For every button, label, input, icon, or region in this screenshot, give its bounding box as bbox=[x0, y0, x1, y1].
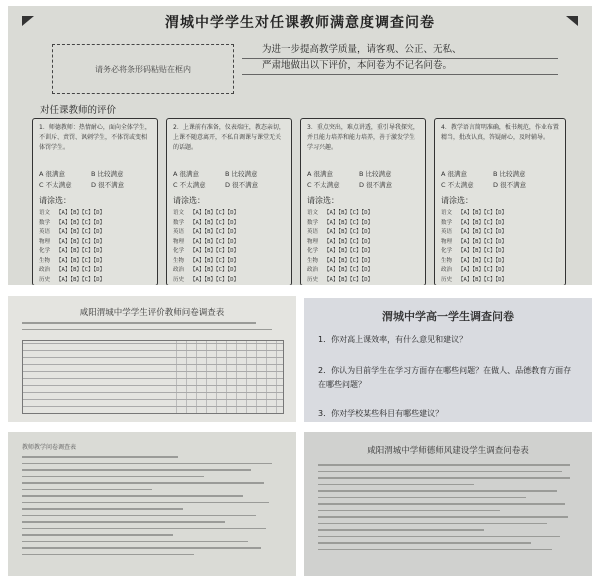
option: B 比较满意 bbox=[359, 170, 392, 178]
answer-marks[interactable]: 【A】【B】【C】【D】 bbox=[190, 219, 240, 226]
subject-row[interactable] bbox=[39, 276, 151, 286]
option: B 比较满意 bbox=[493, 170, 526, 178]
subject-row[interactable] bbox=[173, 209, 285, 219]
answer-marks[interactable]: 【A】【B】【C】【D】 bbox=[190, 257, 240, 264]
photo-title: 咸阳渭城中学学生评价教师问卷调查表 bbox=[79, 308, 225, 318]
subject-name: 政治 bbox=[307, 267, 319, 273]
answer-marks[interactable]: 【A】【B】【C】【D】 bbox=[56, 276, 106, 283]
subject-name: 化学 bbox=[173, 248, 185, 254]
subject-name: 数学 bbox=[173, 219, 185, 226]
subject-name: 政治 bbox=[441, 267, 453, 273]
answer-options bbox=[173, 169, 285, 191]
subject-row[interactable] bbox=[307, 257, 419, 267]
subject-name: 化学 bbox=[441, 248, 453, 254]
subject-grid bbox=[307, 209, 419, 285]
answer-marks[interactable]: 【A】【B】【C】【D】 bbox=[458, 267, 508, 273]
answer-marks[interactable]: 【A】【B】【C】【D】 bbox=[190, 238, 240, 245]
answer-marks[interactable]: 【A】【B】【C】【D】 bbox=[190, 267, 240, 273]
intro-line: 严肃地做出以下评价，本问卷为不记名问卷。 bbox=[262, 60, 453, 71]
question-text: 4．教学语言简明准确，板书规范，作业布置精当，批改认真，答疑耐心，及时辅导。 bbox=[441, 124, 559, 141]
subject-row[interactable] bbox=[307, 209, 419, 219]
subject-row[interactable] bbox=[39, 266, 151, 276]
subject-name: 语文 bbox=[307, 210, 319, 216]
option: A 很满意 bbox=[441, 170, 468, 178]
subject-name: 物理 bbox=[307, 238, 319, 245]
subject-name: 物理 bbox=[39, 238, 51, 245]
subject-row[interactable] bbox=[441, 266, 559, 276]
subject-name: 历史 bbox=[173, 276, 185, 283]
choose-label: 请涂选： bbox=[441, 196, 473, 205]
option: C 不太满意 bbox=[173, 181, 206, 189]
question-text: 3．重点突出，难点讲透，重引导我探究，并且能力培养和能力培养，善于激发学生学习兴趣。 bbox=[307, 124, 419, 151]
subject-name: 英语 bbox=[441, 229, 453, 235]
evaluation-table bbox=[22, 340, 284, 414]
choose-label: 请涂选： bbox=[173, 196, 205, 205]
option: D 很不满意 bbox=[359, 181, 393, 189]
questionnaire-photo-evaluation-table bbox=[8, 296, 296, 422]
subject-name: 生物 bbox=[441, 257, 453, 264]
subject-row[interactable] bbox=[307, 238, 419, 248]
question-text: 1．师德教师：热情耐心，面向全体学生，不训斥、责罚、讽刺学生，不体罚或变相体罚学生。 bbox=[39, 124, 151, 151]
text-lines bbox=[318, 464, 578, 555]
option: D 很不满意 bbox=[225, 181, 259, 189]
questionnaire-photo-teaching bbox=[8, 432, 296, 576]
subject-row[interactable] bbox=[173, 228, 285, 238]
answer-marks[interactable]: 【A】【B】【C】【D】 bbox=[458, 248, 508, 254]
answer-marks[interactable]: 【A】【B】【C】【D】 bbox=[56, 238, 106, 245]
option: B 比较满意 bbox=[91, 170, 124, 178]
intro-line: 为进一步提高教学质量，请客观、公正、无私、 bbox=[262, 44, 462, 55]
option: B 比较满意 bbox=[225, 170, 258, 178]
subject-name: 化学 bbox=[39, 248, 51, 254]
option: A 很满意 bbox=[39, 170, 66, 178]
answer-options bbox=[307, 169, 419, 191]
subject-row[interactable] bbox=[441, 247, 559, 257]
subject-name: 语文 bbox=[173, 210, 185, 216]
text-lines bbox=[22, 456, 282, 560]
question-box-1 bbox=[32, 118, 158, 285]
option: A 很满意 bbox=[173, 170, 200, 178]
answer-marks[interactable]: 【A】【B】【C】【D】 bbox=[458, 219, 508, 226]
corner-mark-right bbox=[566, 16, 578, 26]
question-box-3 bbox=[300, 118, 426, 285]
photo-title: 咸阳渭城中学师德师风建设学生调查问卷表 bbox=[367, 446, 529, 456]
choose-label: 请涂选： bbox=[307, 196, 339, 205]
subject-row[interactable] bbox=[39, 247, 151, 257]
subject-name: 物理 bbox=[173, 238, 185, 245]
answer-marks[interactable]: 【A】【B】【C】【D】 bbox=[56, 267, 106, 273]
subject-row[interactable] bbox=[307, 219, 419, 229]
survey-question: 2．你认为目前学生在学习方面存在哪些问题？在做人、品德教育方面存在哪些问题？ bbox=[318, 366, 572, 389]
answer-marks[interactable]: 【A】【B】【C】【D】 bbox=[56, 248, 106, 254]
question-text: 2．上课前有准备，仪表端庄，教态亲切，上课不随意离开，不私自调课与课堂无关的话题。 bbox=[173, 124, 285, 151]
option: C 不太满意 bbox=[307, 181, 340, 189]
option: C 不太满意 bbox=[39, 181, 72, 189]
subject-name: 化学 bbox=[307, 248, 319, 254]
photo-title: 教师教学问卷调查表 bbox=[22, 444, 77, 451]
subject-row[interactable] bbox=[173, 266, 285, 276]
subject-row[interactable] bbox=[441, 219, 559, 229]
subject-row[interactable] bbox=[173, 219, 285, 229]
answer-marks[interactable]: 【A】【B】【C】【D】 bbox=[324, 257, 374, 264]
survey-question: 3．你对学校某些科目有哪些建议？ bbox=[318, 409, 444, 418]
answer-marks[interactable]: 【A】【B】【C】【D】 bbox=[56, 257, 106, 264]
subject-row[interactable] bbox=[441, 257, 559, 267]
answer-marks[interactable]: 【A】【B】【C】【D】 bbox=[56, 229, 106, 235]
subject-row[interactable] bbox=[173, 276, 285, 286]
subject-name: 英语 bbox=[307, 229, 319, 235]
corner-mark-left bbox=[22, 16, 34, 26]
question-box-2 bbox=[166, 118, 292, 285]
subject-row[interactable] bbox=[441, 238, 559, 248]
answer-marks[interactable]: 【A】【B】【C】【D】 bbox=[458, 210, 508, 216]
answer-marks[interactable]: 【A】【B】【C】【D】 bbox=[324, 248, 374, 254]
answer-marks[interactable]: 【A】【B】【C】【D】 bbox=[458, 229, 508, 235]
subject-row[interactable] bbox=[307, 276, 419, 286]
answer-marks[interactable]: 【A】【B】【C】【D】 bbox=[190, 229, 240, 235]
subject-row[interactable] bbox=[307, 247, 419, 257]
answer-marks[interactable]: 【A】【B】【C】【D】 bbox=[458, 238, 508, 245]
survey-question: 1．你对高上课效率，有什么意见和建议？ bbox=[318, 335, 468, 344]
subject-name: 生物 bbox=[173, 257, 185, 264]
subject-name: 语文 bbox=[441, 210, 453, 216]
answer-marks[interactable]: 【A】【B】【C】【D】 bbox=[190, 210, 240, 216]
answer-options bbox=[441, 169, 559, 191]
subject-row[interactable] bbox=[39, 209, 151, 219]
subject-row[interactable] bbox=[307, 228, 419, 238]
questionnaire-photo-ethics bbox=[304, 432, 592, 576]
answer-marks[interactable]: 【A】【B】【C】【D】 bbox=[190, 276, 240, 283]
subject-grid bbox=[173, 209, 285, 285]
answer-marks[interactable]: 【A】【B】【C】【D】 bbox=[324, 219, 374, 226]
subject-name: 生物 bbox=[39, 257, 51, 264]
subject-name: 数学 bbox=[39, 219, 51, 226]
answer-marks[interactable]: 【A】【B】【C】【D】 bbox=[324, 238, 374, 245]
subject-row[interactable] bbox=[39, 228, 151, 238]
subject-name: 政治 bbox=[173, 267, 185, 273]
subject-name: 历史 bbox=[441, 276, 453, 283]
subject-name: 物理 bbox=[441, 238, 453, 245]
answer-marks[interactable]: 【A】【B】【C】【D】 bbox=[324, 210, 374, 216]
option: C 不太满意 bbox=[441, 181, 474, 189]
barcode-box bbox=[52, 44, 234, 94]
barcode-label: 请务必将条形码粘贴在框内 bbox=[95, 64, 191, 74]
questionnaire-title: 渭城中学学生对任课教师满意度调查问卷 bbox=[165, 15, 435, 31]
option: D 很不满意 bbox=[91, 181, 125, 189]
answer-marks[interactable]: 【A】【B】【C】【D】 bbox=[458, 257, 508, 264]
subject-row[interactable] bbox=[39, 238, 151, 248]
section-title: 对任课教师的评价 bbox=[40, 105, 117, 116]
subject-row[interactable] bbox=[441, 209, 559, 219]
subject-row[interactable] bbox=[441, 276, 559, 286]
subject-grid bbox=[39, 209, 151, 285]
questionnaire-photo-grade-one bbox=[304, 298, 592, 422]
photo-title: 渭城中学高一学生调查问卷 bbox=[382, 310, 514, 323]
subject-name: 政治 bbox=[39, 267, 51, 273]
subject-name: 数学 bbox=[441, 219, 453, 226]
subject-row[interactable] bbox=[173, 238, 285, 248]
answer-marks[interactable]: 【A】【B】【C】【D】 bbox=[190, 248, 240, 254]
subject-row[interactable] bbox=[441, 228, 559, 238]
subject-name: 数学 bbox=[307, 219, 319, 226]
subject-name: 历史 bbox=[39, 276, 51, 283]
subject-name: 历史 bbox=[307, 276, 319, 283]
subject-grid bbox=[441, 209, 559, 285]
option: D 很不满意 bbox=[493, 181, 527, 189]
choose-label: 请涂选： bbox=[39, 196, 71, 205]
option: A 很满意 bbox=[307, 170, 334, 178]
answer-marks[interactable]: 【A】【B】【C】【D】 bbox=[324, 276, 374, 283]
subject-row[interactable] bbox=[39, 219, 151, 229]
subject-name: 语文 bbox=[39, 210, 51, 216]
subject-row[interactable] bbox=[173, 247, 285, 257]
subject-row[interactable] bbox=[307, 266, 419, 276]
intro-text bbox=[242, 42, 558, 90]
question-box-4 bbox=[434, 118, 566, 285]
answer-marks[interactable]: 【A】【B】【C】【D】 bbox=[56, 219, 106, 226]
answer-marks[interactable]: 【A】【B】【C】【D】 bbox=[324, 229, 374, 235]
text-lines bbox=[22, 322, 282, 335]
answer-marks[interactable]: 【A】【B】【C】【D】 bbox=[324, 267, 374, 273]
questionnaire-photo-main bbox=[8, 6, 592, 285]
answer-options bbox=[39, 169, 151, 191]
subject-name: 生物 bbox=[307, 257, 319, 264]
subject-name: 英语 bbox=[173, 229, 185, 235]
answer-marks[interactable]: 【A】【B】【C】【D】 bbox=[56, 210, 106, 216]
subject-row[interactable] bbox=[173, 257, 285, 267]
answer-marks[interactable]: 【A】【B】【C】【D】 bbox=[458, 276, 508, 283]
subject-name: 英语 bbox=[39, 229, 51, 235]
subject-row[interactable] bbox=[39, 257, 151, 267]
